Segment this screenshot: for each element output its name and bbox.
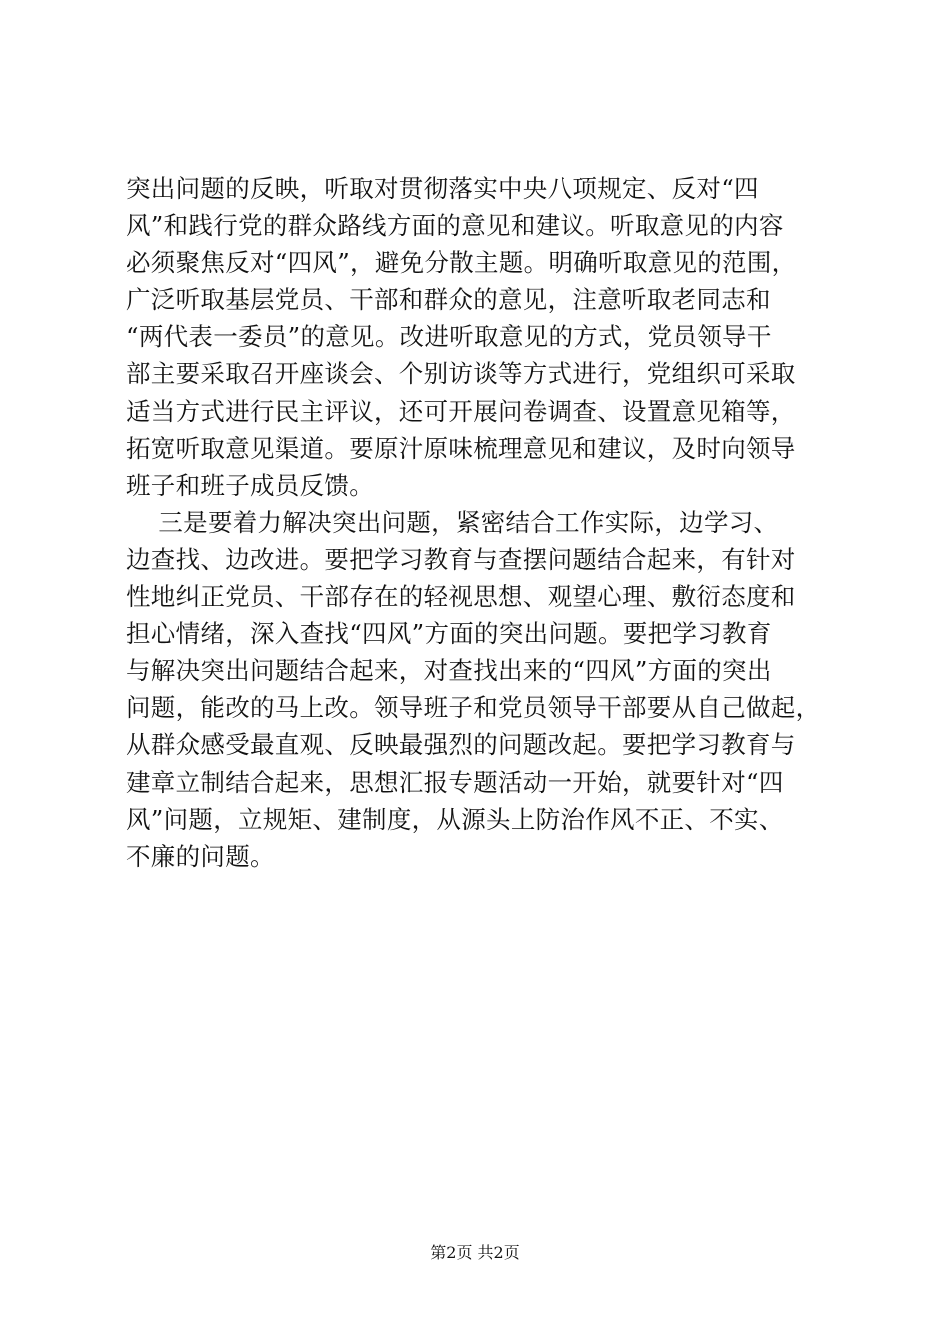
page-number-footer: 第2页 共2页 (430, 1243, 520, 1262)
text-line: 三是要着力解决突出问题，紧密结合工作实际，边学习、 (126, 507, 779, 537)
text-line: 问题，能改的马上改。领导班子和党员领导干部要从自己做起， (126, 693, 821, 723)
text-line: 部主要采取召开座谈会、个别访谈等方式进行，党组织可采取 (126, 359, 796, 389)
text-line: 风”和践行党的群众路线方面的意见和建议。听取意见的内容 (126, 211, 784, 241)
text-line: 突出问题的反映，听取对贯彻落实中央八项规定、反对“四 (126, 174, 759, 203)
text-line: 必须聚焦反对“四风”，避免分散主题。明确听取意见的范围， (126, 248, 797, 278)
text-line: 不廉的问题。 (126, 841, 275, 871)
text-line: 广泛听取基层党员、干部和群众的意见，注意听取老同志和 (126, 285, 771, 315)
text-line: 与解决突出问题结合起来，对查找出来的“四风”方面的突出 (126, 656, 772, 686)
text-line: 边查找、边改进。要把学习教育与查摆问题结合起来，有针对 (126, 544, 796, 574)
text-line: 从群众感受最直观、反映最强烈的问题改起。要把学习教育与 (126, 730, 796, 760)
text-line: 班子和班子成员反馈。 (126, 470, 374, 500)
text-line: 担心情绪，深入查找“四风”方面的突出问题。要把学习教育 (126, 619, 772, 649)
text-line: “两代表一委员”的意见。改进听取意见的方式，党员领导干 (126, 322, 772, 352)
text-line: 建章立制结合起来，思想汇报专题活动一开始，就要针对“四 (126, 767, 784, 797)
text-line: 性地纠正党员、干部存在的轻视思想、观望心理、敷衍态度和 (126, 582, 796, 612)
text-line: 适当方式进行民主评议，还可开展问卷调查、设置意见箱等， (126, 396, 796, 426)
document-body (126, 170, 846, 875)
text-line: 风”问题，立规矩、建制度，从源头上防治作风不正、不实、 (126, 804, 784, 834)
text-line: 拓宽听取意见渠道。要原汁原味梳理意见和建议，及时向领导 (126, 433, 796, 463)
